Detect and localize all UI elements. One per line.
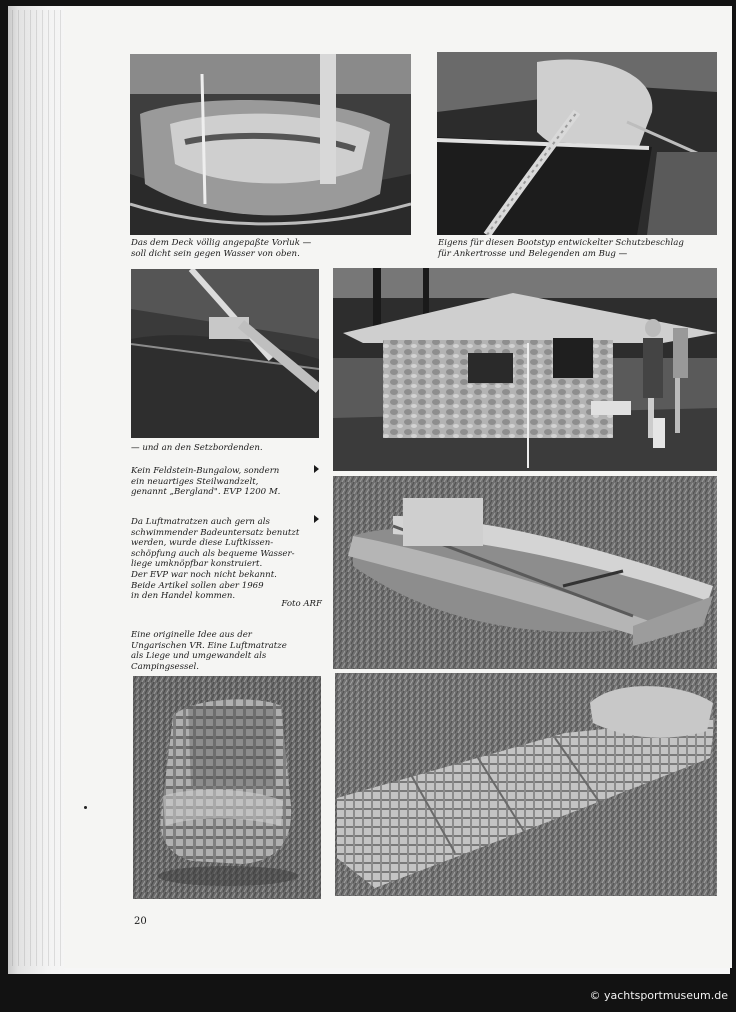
- photo-bow-fitting: [437, 52, 717, 235]
- caption-idee: Eine originelle Idee aus der Ungarischen VR. Eine Luftmatratze als Liege und umgewandelt als Campingsessel.: [131, 630, 287, 672]
- photo-camping-chair: [133, 676, 321, 899]
- page-number: 20: [134, 916, 147, 927]
- caption-setzbordenden: — und an den Setzbordenden.: [131, 443, 263, 453]
- bullet-bungalow: [314, 465, 319, 473]
- photo-air-mattress-boat: [333, 476, 717, 669]
- watermark: © yachtsportmuseum.de: [589, 989, 728, 1002]
- page-edges: [12, 10, 66, 966]
- caption-schutzbeschlag: Eigens für diesen Bootstyp entwickelter Schutzbeschlag für Ankertrosse und Belegenden am Bug —: [438, 238, 684, 259]
- caption-bungalow: Kein Feldstein-Bungalow, sondern ein neuartiges Steilwandzelt, genannt „Bergland". EVP 1200 M.: [131, 466, 281, 498]
- photo-credit: Foto ARF: [281, 599, 322, 609]
- caption-luftmatratzen: Da Luftmatratzen auch gern als schwimmender Badeuntersatz benutzt werden, wurde diese Luftkissen- schöpfung auch als bequeme Wasser- liege umknöpfbar konstruiert. Der EVP war noch nicht bekannt. Beide Artikel sollen aber 1969 in den Handel kommen.: [131, 517, 300, 602]
- print-speck: [84, 806, 87, 809]
- photo-tent-bergland: [333, 268, 717, 471]
- bullet-luftmatratzen: [314, 515, 319, 523]
- photo-boat-hatch: [130, 54, 411, 235]
- photo-deck-edge: [131, 269, 319, 438]
- photo-flat-mattress: [335, 673, 717, 896]
- caption-vorluk: Das dem Deck völlig angepaßte Vorluk — soll dicht sein gegen Wasser von oben.: [131, 238, 312, 259]
